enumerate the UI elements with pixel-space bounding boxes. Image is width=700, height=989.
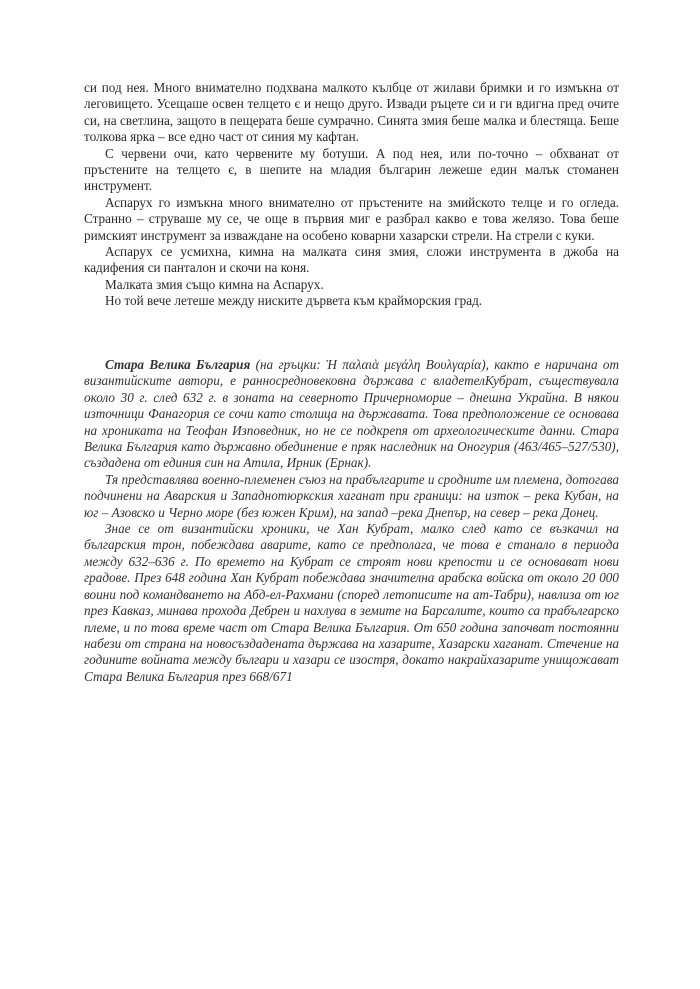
- story-text: [84, 80, 619, 310]
- story-paragraph: Аспарух се усмихна, кимна на малката синя змия, сложи инструмента в джоба на кадифения си панталон и скочи на коня.: [84, 244, 619, 276]
- story-paragraph: Но той вече летеше между ниските дървета към крайморския град.: [105, 293, 483, 309]
- note-paragraph: Тя представлява военно-племенен съюз на прабългарите и сродните им племена, дотогава подчинени на Аварския и Западнотюркския хаганат при граници: на изток – река Кубан, на юг – Азовско и Черно море (без южен Крим), на запад –река Днепър, на север – река Донец.: [84, 471, 619, 520]
- story-paragraph: Аспарух го измъкна много внимателно от пръстените на змийското телце и го огледа. Странно – струваше му се, че още в първия миг е разбрал какво е това желязо. Това беше римският инструмент за изваждане на особено коварни хазарски стрели. На стрели с куки.: [84, 194, 619, 243]
- story-paragraph: С червени очи, като червените му ботуши. А под нея, или по-точно – обхванат от пръстените на телцето є, в шепите на младия българин лежеше един малък стоманен инструмент.: [84, 145, 619, 194]
- historical-note: [84, 357, 619, 685]
- note-paragraph: [84, 357, 619, 472]
- story-paragraph: си под нея. Много внимателно подхвана малкото кълбце от жилави бримки и го измъкна от леговището. Усещаше освен телцето є и нещо друго. Извади ръцете си и ги вдигна пред очите си, на светлина, защото в пещерата беше сумрачно. Синята змия беше малка и блестяща. Беше толкова ярка – все едно част от синия му кафтан.: [84, 80, 619, 145]
- story-paragraph: Малката змия също кимна на Аспарух.: [105, 276, 324, 292]
- note-paragraph-text: (на гръцки: Ἡ παλαιὰ μεγάλη Βουλγαρία), както е наричана от византийските автори, е ранносредновековна държава с владетелКубрат, съществувала около 30 г. след 632 г. в зоната на северното Причерноморие – днешна Украйна. В някои източници Фанагория се сочи като столица на държавата. Това предположение се основава на хрониката на Теофан Изповедник, но не се подкрепя от археологическите данни. Стара Велика България като държавно обединение е пряк наследник на Оногурия (463/465–527/530), създадена от единия син на Атила, Ирник (Ернак).: [84, 357, 620, 471]
- note-paragraph: Знае се от византийски хроники, че Хан Кубрат, малко след като се възкачил на българския трон, побеждава аварите, като се предполага, че това е станало в периода между 632–636 г. По времето на Кубрат се строят нови крепости и се основават нови градове. През 648 година Хан Кубрат побеждава значителна арабска войска от около 20 000 воини под командването на Абд-ел-Рахмани (според летописите на ат-Табри), навлиза от юг през Кавказ, минава прохода Дебрен и нахлува в земите на Барсалите, които са прабългарско племе, и по това време част от Стара Велика България. От 650 година започват постоянни набези от страна на новосъздадената държава на хазарите, Хазарски хаганат. Стечение на годините войната между българи и хазари се изостря, докато накрайхазарите унищожават Стара Велика България през 668/671: [84, 521, 619, 684]
- note-term: Стара Велика България: [105, 357, 251, 372]
